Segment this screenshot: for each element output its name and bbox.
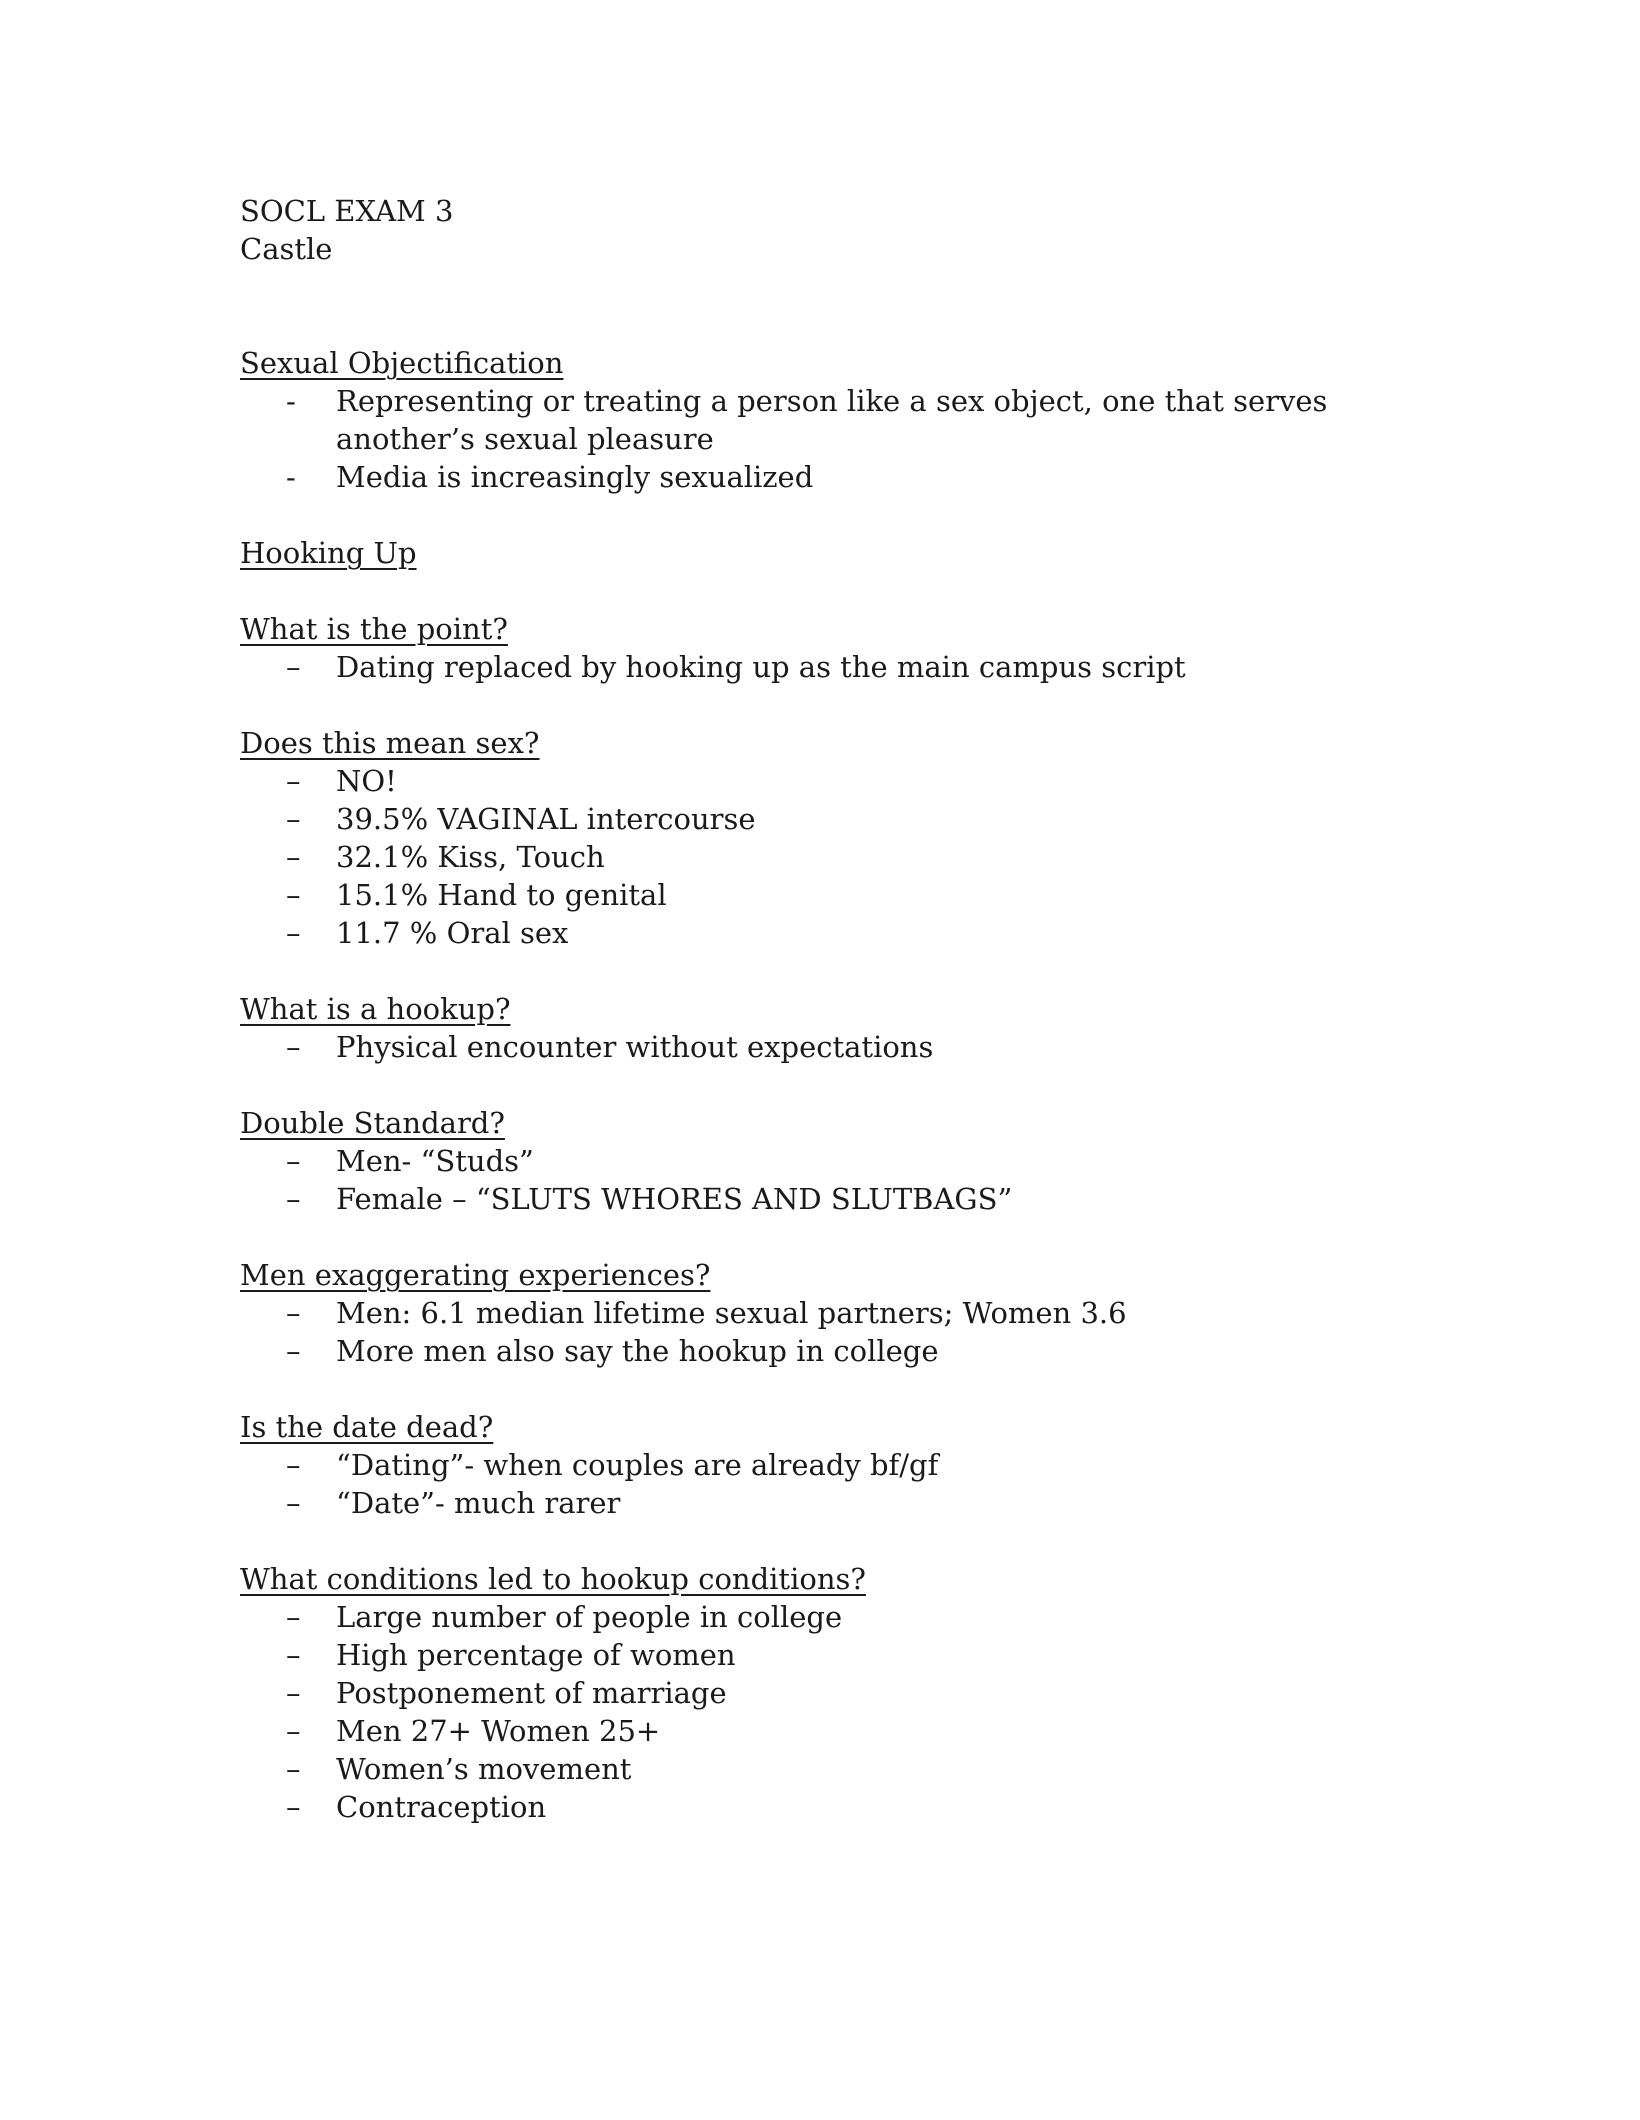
section-heading-text: Is the date dead? (240, 1410, 494, 1444)
section-heading-text: What is the point? (240, 612, 508, 646)
list-item (240, 648, 1440, 686)
section-heading (240, 534, 1440, 572)
dash-bullet-icon: – (286, 1790, 301, 1824)
bullet-list (240, 1598, 1440, 1826)
notes-section (240, 1256, 1440, 1370)
section-spacer (240, 1522, 1440, 1560)
list-item (240, 762, 1440, 800)
dash-bullet-icon: – (286, 802, 301, 836)
list-item-text: Men 27+ Women 25+ (336, 1714, 661, 1748)
dash-bullet-icon: – (286, 1296, 301, 1330)
notes-section (240, 344, 1440, 496)
section-spacer (240, 572, 1440, 610)
dash-bullet-icon: – (286, 764, 301, 798)
list-item (240, 1142, 1440, 1180)
dash-bullet-icon: – (286, 1752, 301, 1786)
list-item (240, 1788, 1440, 1826)
section-heading (240, 1104, 1440, 1142)
dash-bullet-icon: - (286, 384, 296, 418)
dash-bullet-icon: – (286, 1714, 301, 1748)
list-item (240, 1636, 1440, 1674)
list-item-text: Men- “Studs” (336, 1144, 534, 1178)
spacer (240, 268, 1440, 344)
section-spacer (240, 1066, 1440, 1104)
section-heading (240, 344, 1440, 382)
list-item (240, 1598, 1440, 1636)
list-item (240, 1446, 1440, 1484)
list-item (240, 382, 1440, 458)
notes-section (240, 1408, 1440, 1522)
dash-bullet-icon: – (286, 1676, 301, 1710)
section-heading-text: Sexual Objectification (240, 346, 564, 380)
bullet-list (240, 1142, 1440, 1218)
list-item (240, 1674, 1440, 1712)
list-item-text: Female – “SLUTS WHORES AND SLUTBAGS” (336, 1182, 1013, 1216)
notes-section (240, 1560, 1440, 1826)
list-item-text: 32.1% Kiss, Touch (336, 840, 605, 874)
list-item-text: 39.5% VAGINAL intercourse (336, 802, 756, 836)
bullet-list (240, 382, 1440, 496)
section-heading (240, 610, 1440, 648)
dash-bullet-icon: – (286, 878, 301, 912)
section-spacer (240, 1218, 1440, 1256)
list-item (240, 914, 1440, 952)
dash-bullet-icon: - (286, 460, 296, 494)
list-item-text: Women’s movement (336, 1752, 632, 1786)
list-item-text: 15.1% Hand to genital (336, 878, 667, 912)
list-item (240, 1750, 1440, 1788)
dash-bullet-icon: – (286, 1638, 301, 1672)
list-item-text: Large number of people in college (336, 1600, 843, 1634)
section-heading-text: Does this mean sex? (240, 726, 540, 760)
list-item-text: Contraception (336, 1790, 547, 1824)
notes-section (240, 1104, 1440, 1218)
section-heading-text: Hooking Up (240, 536, 417, 570)
section-spacer (240, 952, 1440, 990)
dash-bullet-icon: – (286, 1144, 301, 1178)
bullet-list (240, 648, 1440, 686)
list-item (240, 1180, 1440, 1218)
dash-bullet-icon: – (286, 1030, 301, 1064)
section-heading-text: What is a hookup? (240, 992, 511, 1026)
notes-section (240, 534, 1440, 572)
instructor-name: Castle (240, 232, 333, 266)
dash-bullet-icon: – (286, 1486, 301, 1520)
list-item-text: 11.7 % Oral sex (336, 916, 569, 950)
dash-bullet-icon: – (286, 840, 301, 874)
dash-bullet-icon: – (286, 916, 301, 950)
notes-section (240, 724, 1440, 952)
notes-sections (240, 344, 1440, 1826)
list-item-text: “Dating”- when couples are already bf/gf (336, 1448, 939, 1482)
bullet-list (240, 762, 1440, 952)
list-item (240, 876, 1440, 914)
section-heading (240, 1408, 1440, 1446)
list-item (240, 1712, 1440, 1750)
bullet-list (240, 1028, 1440, 1066)
list-item (240, 1028, 1440, 1066)
list-item-text: Dating replaced by hooking up as the main campus script (336, 650, 1186, 684)
list-item (240, 1294, 1440, 1332)
list-item (240, 1332, 1440, 1370)
list-item (240, 800, 1440, 838)
dash-bullet-icon: – (286, 1182, 301, 1216)
bullet-list (240, 1446, 1440, 1522)
list-item (240, 458, 1440, 496)
list-item-text: High percentage of women (336, 1638, 736, 1672)
section-spacer (240, 496, 1440, 534)
list-item (240, 1484, 1440, 1522)
list-item-text: Men: 6.1 median lifetime sexual partners; Women 3.6 (336, 1296, 1127, 1330)
list-item-text: More men also say the hookup in college (336, 1334, 939, 1368)
section-heading (240, 1560, 1440, 1598)
dash-bullet-icon: – (286, 1448, 301, 1482)
list-item (240, 838, 1440, 876)
section-heading-text: Double Standard? (240, 1106, 505, 1140)
section-heading (240, 990, 1440, 1028)
section-heading-text: Men exaggerating experiences? (240, 1258, 711, 1292)
list-item-text: “Date”- much rarer (336, 1486, 621, 1520)
list-item-text: Representing or treating a person like a sex object, one that serves another’s sexual pleasure (336, 384, 1328, 456)
section-spacer (240, 686, 1440, 724)
dash-bullet-icon: – (286, 1334, 301, 1368)
notes-section (240, 610, 1440, 686)
section-heading (240, 724, 1440, 762)
list-item-text: NO! (336, 764, 397, 798)
section-heading-text: What conditions led to hookup conditions? (240, 1562, 866, 1596)
dash-bullet-icon: – (286, 1600, 301, 1634)
section-spacer (240, 1370, 1440, 1408)
section-heading (240, 1256, 1440, 1294)
list-item-text: Physical encounter without expectations (336, 1030, 934, 1064)
notes-section (240, 990, 1440, 1066)
dash-bullet-icon: – (286, 650, 301, 684)
list-item-text: Media is increasingly sexualized (336, 460, 814, 494)
list-item-text: Postponement of marriage (336, 1676, 727, 1710)
document-title: SOCL EXAM 3 (240, 194, 454, 228)
bullet-list (240, 1294, 1440, 1370)
document-content (240, 192, 1440, 1826)
